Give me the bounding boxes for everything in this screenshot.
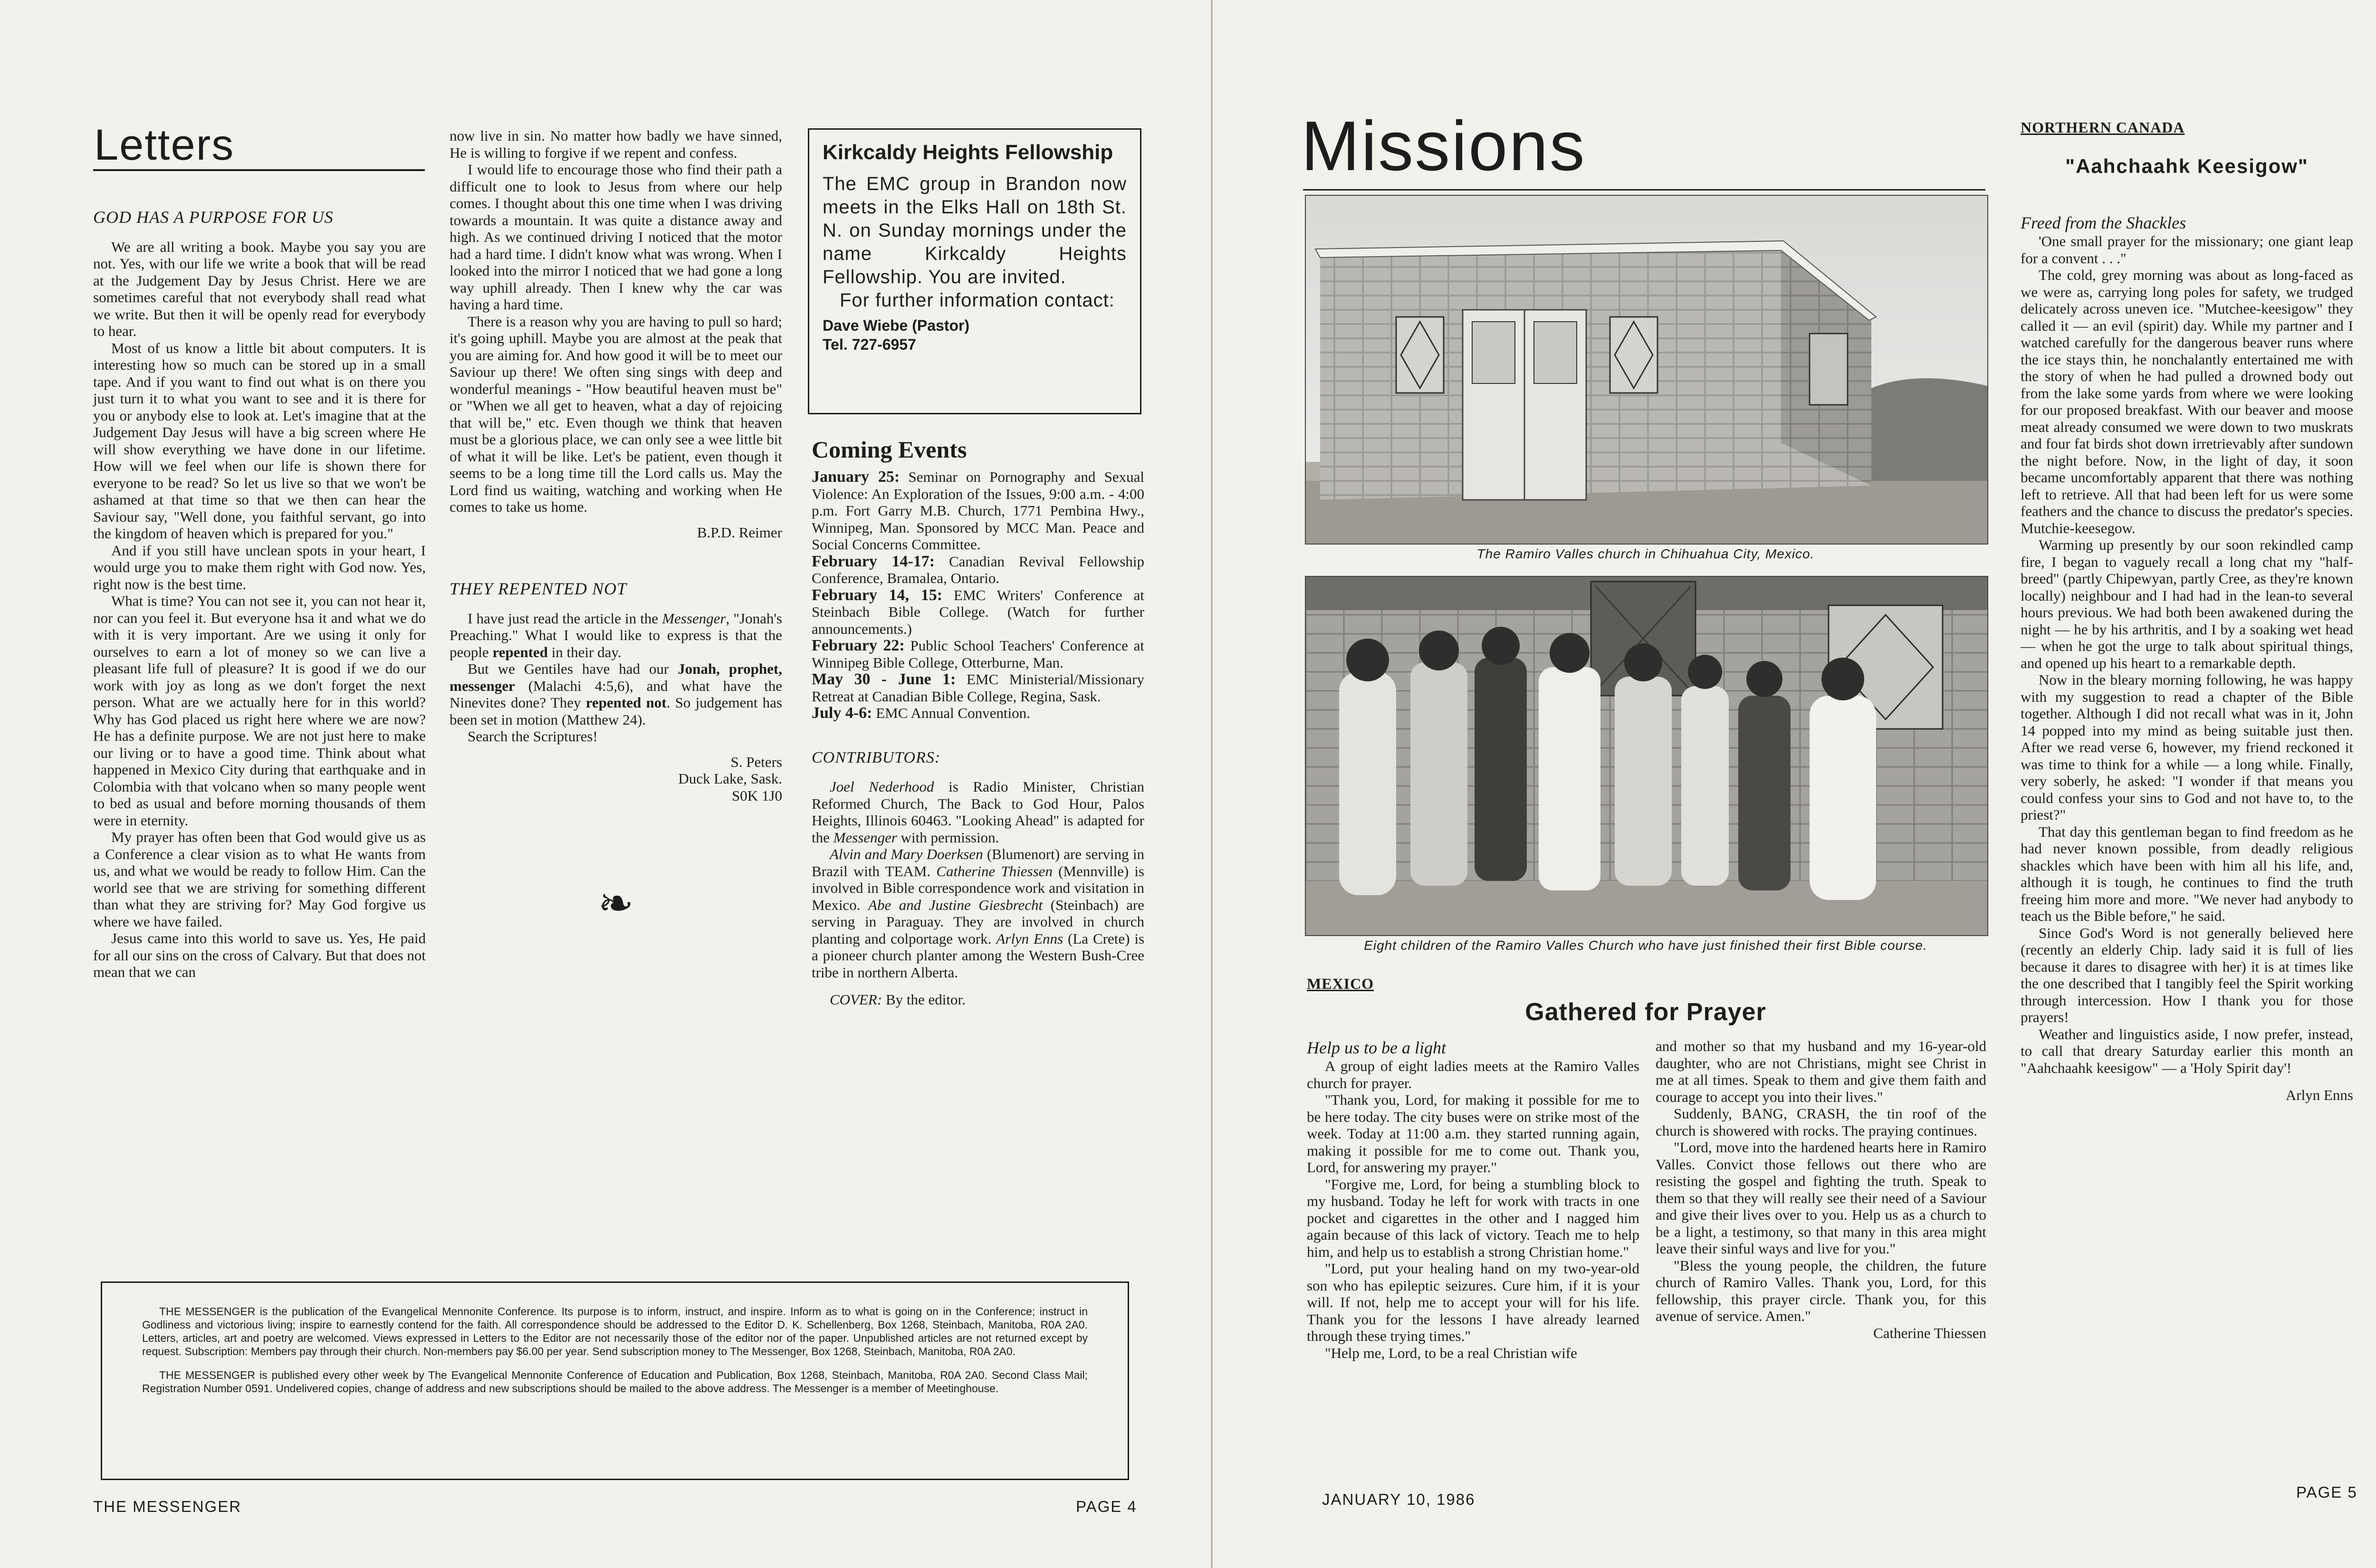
title-rule bbox=[93, 169, 425, 171]
canada-subhead: Freed from the Shackles bbox=[2021, 213, 2186, 232]
section-title-missions: Missions bbox=[1301, 107, 1586, 185]
letter1-signature: B.P.D. Reimer bbox=[697, 524, 782, 541]
mexico-kicker: MEXICO bbox=[1307, 975, 1374, 992]
page-5 bbox=[1213, 0, 2376, 1568]
footer-publication-name: THE MESSENGER bbox=[93, 1498, 242, 1515]
contributors-paragraph: Joel Nederhood is Radio Minister, Christian Reformed Church, The Back to God Hour, Palos Heights, Illinois 60463. "Looking Ahead" is adapted for the Messenger with permission. bbox=[812, 778, 1144, 846]
letter1-continued: I would life to encourage those who find their path a difficult one to look to Jesus from where our help comes. I thought about this one time when I was driving towards a mountain. It was quite a distance away and high. As we continued driving I noticed that the motor had a hard time. I didn't know what was wrong. When I looked into the mirror I noticed that we had gone a long way uphill already. Then I knew why the car was having a hard time. bbox=[450, 161, 782, 313]
masthead-paragraph: THE MESSENGER is published every other week by The Evangelical Mennonite Conference of Education and Publication, Box 1268, Steinbach, Manitoba, R0A 2A0. Second Class Mail; Registration Number 0591. Undelivered copies, change of address and new subscriptions should be mailed to the above address. The Messenger is a member of Meetinghouse. bbox=[142, 1369, 1088, 1395]
contributors-paragraph: Alvin and Mary Doerksen (Blumenort) are serving in Brazil with TEAM. Catherine Thiessen (Mennville) is involved in Bible correspondence work and visitation in Mexico. Abe and Justine Giesbrecht (Steinbach) are serving in Paraguay. They are involved in church planting and colportage work. Arlyn Enns (La Crete) is a pioneer church planter among the Western Bush-Cree tribe in northern Alberta. bbox=[812, 846, 1145, 981]
letter2-signature: S. Peters Duck Lake, Sask. S0K 1J0 bbox=[678, 753, 782, 804]
fellowship-contact-tel: Tel. 727-6957 bbox=[823, 336, 916, 353]
fellowship-body: The EMC group in Brandon now meets in the Elks Hall on 18th St. N. on Sunday mornings under the name Kirkcaldy Heights Fellowship. You are invited. bbox=[823, 173, 1127, 287]
coming-events bbox=[812, 435, 1144, 1008]
letter1-paragraph: And if you still have unclean spots in your heart, I would urge you to make them right with God now. Yes, right now is the best time. bbox=[93, 542, 426, 593]
event-item: February 14, 15: EMC Writers' Conference at Steinbach Bible College. (Watch for further announcements.) bbox=[812, 586, 1144, 637]
contributors-heading: CONTRIBUTORS: bbox=[812, 748, 941, 766]
mexico-signature: Catherine Thiessen bbox=[1873, 1324, 1986, 1341]
section-title-letters: Letters bbox=[94, 121, 235, 169]
mexico-paragraph: "Bless the young people, the children, the future church of Ramiro Valles. Thank you, Lord, for this fellowship, this prayer circle. Thank you, for this avenue of service. Amen." bbox=[1656, 1257, 1986, 1324]
canada-signature: Arlyn Enns bbox=[2285, 1087, 2353, 1103]
mexico-subhead: Help us to be a light bbox=[1307, 1038, 1446, 1057]
masthead-paragraph: THE MESSENGER is the publication of the Evangelical Mennonite Conference. Its purpose is to inform, instruct, and inspire. Inform as to what is going on in the Conference; instruct in Godliness and victorious living; inspire to earnestly contend for the faith. All correspondence should be addressed to the Editor D. K. Schellenberg, Box 1268, Steinbach, Manitoba, R0A 2A0. Letters, articles, art and poetry are welcomed. Views expressed in Letters to the Editor are not necessarily those of the editor nor of the paper. Unpublished articles are not returned except by request. Subscription: Members pay through their church. Non-members pay $6.00 per year. Send subscription money to The Messenger, Box 1268, Steinbach, Manitoba, R0A 2A0. bbox=[142, 1305, 1088, 1358]
mexico-paragraph: "Lord, put your healing hand on my two-year-old son who has epileptic seizures. Cure him, if it is your will. If not, help me to accept your will for his life. Thank you for the lessons I have already learned through these trying times." bbox=[1307, 1260, 1639, 1344]
canada-title: "Aahchaahk Keesigow" bbox=[2065, 155, 2309, 177]
event-item: February 22: Public School Teachers' Conference at Winnipeg Bible College, Otterburne, Man. bbox=[812, 637, 1144, 671]
mexico-column1 bbox=[1307, 1038, 1639, 1361]
coming-events-title: Coming Events bbox=[812, 436, 967, 463]
letter1-column1 bbox=[93, 209, 426, 981]
letter1-body bbox=[93, 239, 426, 981]
footer-page-number: PAGE 4 bbox=[1076, 1498, 1137, 1515]
fellowship-contact-name: Dave Wiebe (Pastor) bbox=[823, 317, 970, 334]
event-item: May 30 - June 1: EMC Ministerial/Missionary Retreat at Canadian Bible College, Regina, Sask. bbox=[812, 670, 1144, 705]
mexico-paragraph: and mother so that my husband and my 16-year-old daughter, who are not Christians, might see Christ in me at all times. Speak to them and give them faith and courage to accept you into their lives." bbox=[1656, 1038, 1986, 1105]
letter1-paragraph: We are all writing a book. Maybe you say you are not. Yes, with our life we write a book that will be read at the Judgement Day by Jesus Christ. Here we are sometimes careful that not everybody shall read what we write. But then it will be openly read for everybody to hear. bbox=[93, 238, 426, 339]
church-photo bbox=[1305, 195, 1988, 545]
canada-paragraph: The cold, grey morning was about as long-faced as we were as, carrying long poles for safety, we trudged delicately across uneven ice. "Mutchee-keesigow" they called it — an evil (spirit) day. While my partner and I watched carefully for the dangerous beaver runs where the ice stays thin, he nonchalantly entertained me with the story of when he had pulled a drowned body out from the lake some yards from where we were looking for our proposed breakfast. With our beaver and moose meat already consumed we were down to two muskrats and four fat birds shot down irretrievably after sundown the night before. Now, in the light of day, it soon became uncomfortably apparent that there was nothing left to retrieve. All that had been left for us were some feathers and the chance to discuss the predator's species. Mutchie-keesegow. bbox=[2021, 267, 2353, 536]
mexico-paragraph: "Forgive me, Lord, for being a stumbling block to my husband. Today he left for work with tracts in one pocket and cigarettes in the other and I nagged him again because of this lack of victory. Teach me to help him, and help us to establish a strong Christian home." bbox=[1307, 1176, 1639, 1260]
canada-kicker: NORTHERN CANADA bbox=[2021, 119, 2185, 136]
event-item: January 25: Seminar on Pornography and Sexual Violence: An Exploration of the Issues, 9:00 a.m. - 4:00 p.m. Fort Garry M.B. Church, 1771 Pembina Hwy., Winnipeg, Man. Sponsored by MCC Man. Peace and Social Concerns Committee. bbox=[812, 468, 1144, 553]
fellowship-contact-intro: For further information contact: bbox=[840, 290, 1115, 311]
canada-column bbox=[2021, 213, 2353, 1104]
canada-paragraph: Warming up presently by our soon rekindled camp fire, I began to vaguely recall a long chat my "half-breed" (partly Chipewyan, partly Cree, as they're known locally) neighbour and I had had in the lean-to several hours previous. We had both been awakened during the night — he by his arthritis, and I by a soaking wet head — when he got the urge to talk about spiritual things, and opened up his heart to a remarkable depth. bbox=[2021, 536, 2353, 671]
title-rule bbox=[1303, 189, 1985, 191]
canada-paragraph: 'One small prayer for the missionary; one giant leap for a convent . . ." bbox=[2021, 233, 2353, 267]
fellowship-title: Kirkcaldy Heights Fellowship bbox=[823, 141, 1113, 164]
children-photo-caption: Eight children of the Ramiro Valles Church who have just finished their first Bible course. bbox=[1364, 938, 1927, 953]
fellowship-box bbox=[808, 128, 1141, 414]
footer-page-number: PAGE 5 bbox=[2296, 1483, 2357, 1501]
letter1-continued: now live in sin. No matter how badly we have sinned, He is willing to forgive if we repent and confess. bbox=[450, 127, 782, 161]
letter1-continued: There is a reason why you are having to pull so hard; it's going uphill. Maybe you are almost at the peak that you are aiming for. And how good it will be to meet our Saviour up there! We often sing sings with deep and wonderful meanings - "How beautiful heaven must be" or "When we all get to heaven, what a day of rejoicing that will be," etc. Even though we think that heaven must be a glorious place, we can only see a wee little bit of what it will be like. Let's be patient, even though it seems to be a long time till the Lord calls us. May the Lord find us waiting, watching and working when He comes to take us home. bbox=[450, 313, 782, 515]
mexico-paragraph: "Lord, move into the hardened hearts here in Ramiro Valles. Convict those fellows out there who are resisting the gospel and fighting the truth. Speak to them so that they will really see their need of a Saviour and give their lives over to you. Help us as a church to be a light, a testimony, so that many in this area might leave their sinful ways and live for you." bbox=[1656, 1139, 1986, 1257]
canada-paragraph: Weather and linguistics aside, I now prefer, instead, to call that dreary Saturday earlier this month an "Aahchaahk keesigow" — a 'Holy Spirit day'! bbox=[2021, 1025, 2353, 1076]
mexico-paragraph: "Thank you, Lord, for making it possible for me to be here today. The city buses were on strike most of the week. Today at 11:00 a.m. they started running again, making it possible for me to come out. Thank you, Lord, for answering my prayer." bbox=[1307, 1091, 1639, 1176]
children-photo bbox=[1305, 576, 1988, 936]
letter1-paragraph: My prayer has often been that God would give us as a Conference a clear vision as to what He wants from us, and what we would be ready to follow Him. Can the world see that we are striving for something different than what they are striving for? May God forgive us where we have failed. bbox=[93, 829, 426, 930]
mexico-paragraph: "Help me, Lord, to be a real Christian wife bbox=[1325, 1344, 1577, 1361]
mexico-paragraph: A group of eight ladies meets at the Ramiro Valles church for prayer. bbox=[1307, 1058, 1639, 1091]
letter2-heading: THEY REPENTED NOT bbox=[450, 579, 627, 598]
event-item: July 4-6: EMC Annual Convention. bbox=[812, 704, 1030, 722]
letter1-paragraph: Most of us know a little bit about computers. It is interesting how so much can be stored up in a small tape. And if you want to find out what is on there you just turn it to what you want to see and it is there for you or anybody else to look at. Let's imagine that at the Judgement Day Jesus will have a big screen where He will show everything we have done in our lifetime. How will we feel when our life is shown there for everyone to be read? So let us live so that we won't be ashamed at that time so that we then can hear the Saviour say, "Well done, you faithful servant, go into the kingdom of heaven which is prepared for you." bbox=[93, 339, 426, 542]
mexico-column2 bbox=[1656, 1038, 1986, 1341]
event-item: February 14-17: Canadian Revival Fellowship Conference, Bramalea, Ontario. bbox=[812, 552, 1144, 586]
letter1-column2 bbox=[450, 127, 782, 927]
church-photo-caption: The Ramiro Valles church in Chihuahua City, Mexico. bbox=[1476, 546, 1815, 561]
canada-paragraph: That day this gentleman began to find freedom as he had never known possible, from deadly religious shackles which have been with him all his life, and, although it is tough, he continues to find the truth freeing him more and more. "We never had anybody to teach us the Bible before," he said. bbox=[2021, 823, 2353, 924]
footer-date: JANUARY 10, 1986 bbox=[1322, 1491, 1475, 1508]
letter1-heading: GOD HAS A PURPOSE FOR US bbox=[93, 208, 334, 227]
ornament-icon: ❧ bbox=[598, 879, 634, 928]
mexico-paragraph: Suddenly, BANG, CRASH, the tin roof of the church is showered with rocks. The praying continues. bbox=[1656, 1105, 1986, 1139]
cover-credit: COVER: By the editor. bbox=[830, 991, 966, 1008]
mexico-title: Gathered for Prayer bbox=[1525, 998, 1766, 1026]
letter2-paragraph: But we Gentiles have had our Jonah, prophet, messenger (Malachi 4:5,6), and what have the Ninevites done? They repented not. So judgement has been set in motion (Matthew 24). bbox=[450, 660, 782, 728]
letter1-paragraph: What is time? You can not see it, you can not hear it, nor can you feel it. But everyone hsa it and what we do with it is very important. Are we using it only for ourselves to earn a lot of money so we can live a pleasant life full of pleasure? It is good if we do our work with joy as long as we don't forget the next person. What are we actually here for in this world? Why has God placed us right here where we are now? He has a definite purpose. We are not just here to make our living or to have a good time. Think about what happened in Mexico City during that earthquake and in Colombia with that volcano when so many people went to bed as usual and before morning thousands of them were in eternity. bbox=[93, 593, 426, 829]
canada-paragraph: Since God's Word is not generally believed here (recently an elderly Chip. lady said it is full of lies because it dares to disagree with her) it is at times like the one described that I tangibly feel the Spirit working through intercession. How I thank you for those prayers! bbox=[2021, 924, 2353, 1025]
letter2-paragraph: Search the Scriptures! bbox=[468, 728, 598, 745]
letter2-paragraph: I have just read the article in the Messenger, "Jonah's Preaching." What I would like to express is that the people repented in their day. bbox=[450, 610, 782, 660]
masthead-box bbox=[101, 1281, 1129, 1480]
letter1-paragraph: Jesus came into this world to save us. Yes, He paid for all our sins on the cross of Calvary. But that does not mean that we can bbox=[93, 930, 426, 980]
canada-paragraph: Now in the bleary morning following, he was happy with my suggestion to read a chapter of the Bible together. Although I did not recall what was in it, John 14 popped into my mind as being suitable just then. After we read verse 6, however, my friend reckoned it was time to think for a while — a long while. Finally, very soberly, he asked: "I wonder if that means you could confess your sins to God and not have to, to the priest?" bbox=[2021, 671, 2353, 823]
